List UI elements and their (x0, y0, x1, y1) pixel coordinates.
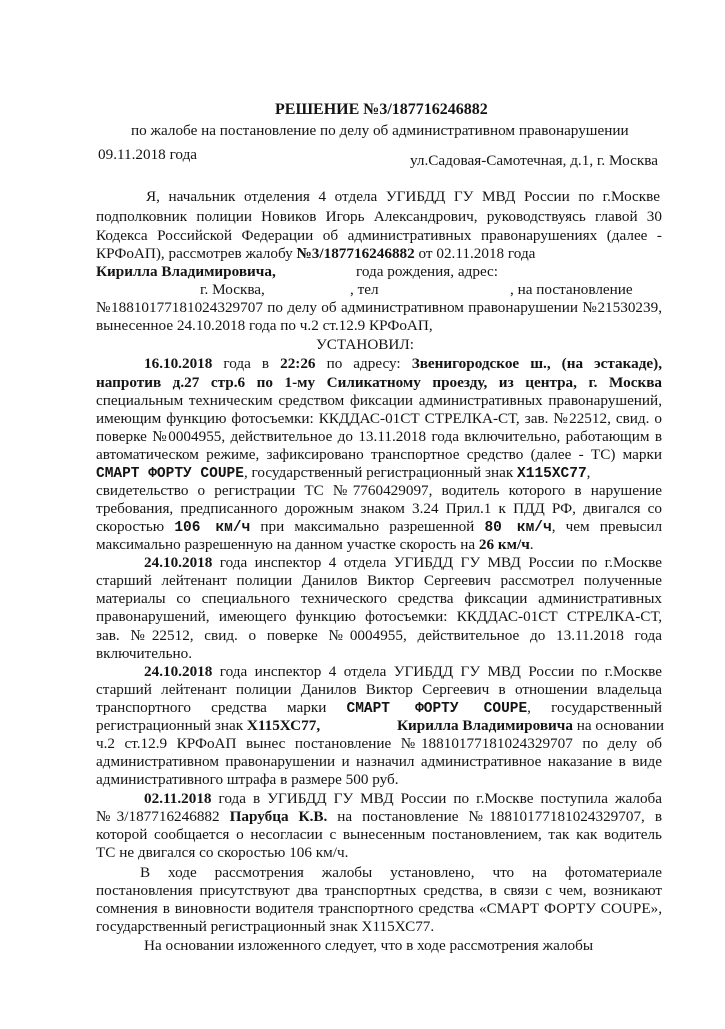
p1-line: имеющим функцию фотосъемки: ККДДАС-01СТ СТРЕЛКА-СТ, зав. №22512, свид. о (96, 410, 662, 427)
p5-line: сомнения в виновности водителя транспортного средства «СМАРТ ФОРТУ COUPE», (96, 900, 662, 917)
p3-line: старший лейтенант полиции Данилов Виктор Сергеевич в отношении владельца (96, 681, 662, 698)
p6-line: На основании изложенного следует, что в ходе рассмотрения жалобы (144, 937, 594, 954)
p1-line: максимально разрешенную на данном участке скорость на 26 км/ч. (96, 536, 534, 553)
p2-line: правонарушений, имеющего функцию фотосъемки: ККДДАС-01СТ СТРЕЛКА-СТ, (96, 608, 662, 625)
intro-line: №18810177181024329707 по делу об административном правонарушении №21530239, (96, 299, 662, 316)
intro-line: КРФоАП), рассмотрев жалобу №3/187716246882 от 02.11.2018 года (96, 245, 536, 262)
p4-line: 02.11.2018 года в УГИБДД ГУ МВД России по г.Москве поступила жалоба (144, 790, 663, 807)
p3-line: транспортного средства марки СМАРТ ФОРТУ COUPE, государственный (96, 699, 662, 717)
p2-line: зав. №22512, свид. о поверке №0004955, действительное до 13.11.2018 года (96, 627, 662, 644)
p5-line: В ходе рассмотрения жалобы установлено, что на фотоматериале (140, 864, 662, 881)
intro-line: вынесенное 24.10.2018 года по ч.2 ст.12.9 КРФоАП, (96, 317, 433, 334)
document-title: РЕШЕНИЕ №3/187716246882 (275, 101, 488, 118)
p2-line: 24.10.2018 года инспектор 4 отдела УГИБДД ГУ МВД России по г.Москве (144, 554, 662, 571)
p2-line: материалы со специального технического средства фиксации административных (96, 590, 662, 607)
p1-line: свидетельство о регистрации ТС №7760429097, водитель которого в нарушение (96, 482, 662, 499)
p5-line: постановления присутствуют два транспортных средства, в связи с чем, возникают (96, 882, 662, 899)
complainant-name: Кирилла Владимировича, (96, 263, 276, 280)
p3-line: 24.10.2018 года инспектор 4 отдела УГИБДД ГУ МВД России по г.Москве (144, 663, 662, 680)
intro-line: года рождения, адрес: (356, 263, 499, 280)
p1-address: напротив д.27 стр.6 по 1-му Силикатному проезду, из центра, г. Москва (96, 374, 662, 391)
p1-line: поверке №0004955, действительное до 13.11.2018 года включительно, работающим в (96, 428, 662, 445)
vehicle-model: СМАРТ ФОРТУ COUPE (96, 466, 244, 482)
p2-line: старший лейтенант полиции Данилов Виктор Сергеевич рассмотрел полученные (96, 572, 662, 589)
speed-excess: 26 км/ч (478, 536, 530, 553)
p1-line: специальным техническим средством фиксации административных правонарушений, (96, 392, 662, 409)
document-place: ул.Садовая-Самотечная, д.1, г. Москва (410, 152, 658, 169)
intro-city: г. Москва, (200, 281, 265, 298)
established-heading: УСТАНОВИЛ: (316, 336, 414, 353)
p3-line: административного штрафа в размере 500 руб. (96, 771, 399, 788)
p1-line: СМАРТ ФОРТУ COUPE, государственный регистрационный знак Х115ХС77, (96, 464, 591, 482)
p3-line: Кирилла Владимировича на основании (397, 717, 664, 734)
intro-line: подполковник полиции Новиков Игорь Александрович, руководствуясь главой 30 (96, 208, 662, 225)
p4-line: ТС не двигался со скоростью 106 км/ч. (96, 844, 349, 861)
intro-line: , на постановление (510, 281, 633, 298)
p1-line: автоматическом режиме, зафиксировано транспортное средство (далее - ТС) марки (96, 446, 662, 463)
complaint-number: №3/187716246882 (296, 245, 415, 262)
intro-line: Кодекса Российской Федерации об административных правонарушениях (далее - (96, 227, 662, 244)
p4-line: №3/187716246882 Парубца К.В. на постановление №18810177181024329707, в (96, 808, 662, 825)
speed-limit: 80 км/ч (484, 520, 552, 536)
p1-line: требования, предписанного дорожным знаком 3.24 Прил.1 к ПДД РФ, двигался со (96, 500, 662, 517)
recorded-speed: 106 км/ч (174, 520, 251, 536)
p5-line: государственный регистрационный знак Х115ХС77. (96, 918, 435, 935)
p2-line: включительно. (96, 645, 193, 662)
p3-line: ч.2 ст.12.9 КРФоАП вынес постановление №18810177181024329707 по делу об (96, 735, 662, 752)
intro-line: Я, начальник отделения 4 отдела УГИБДД ГУ МВД России по г.Москве (146, 188, 660, 205)
intro-phone-label: , тел (350, 281, 379, 298)
p3-line: регистрационный знак Х115ХС77, (96, 717, 321, 734)
document-subtitle: по жалобе на постановление по делу об административном правонарушении (131, 122, 629, 139)
document-date: 09.11.2018 года (98, 146, 198, 163)
vehicle-plate: Х115ХС77 (517, 466, 587, 482)
p1-line: 16.10.2018 года в 22:26 по адресу: Звенигородское ш., (на эстакаде), (144, 355, 663, 372)
p4-line: которой сообщается о несогласии с вынесенным постановлением, так как водитель (96, 826, 662, 843)
p1-line: скоростью 106 км/ч при максимально разрешенной 80 км/ч, чем превысил (96, 518, 663, 536)
p3-line: административном правонарушении и назначил административное наказание в виде (96, 753, 662, 770)
